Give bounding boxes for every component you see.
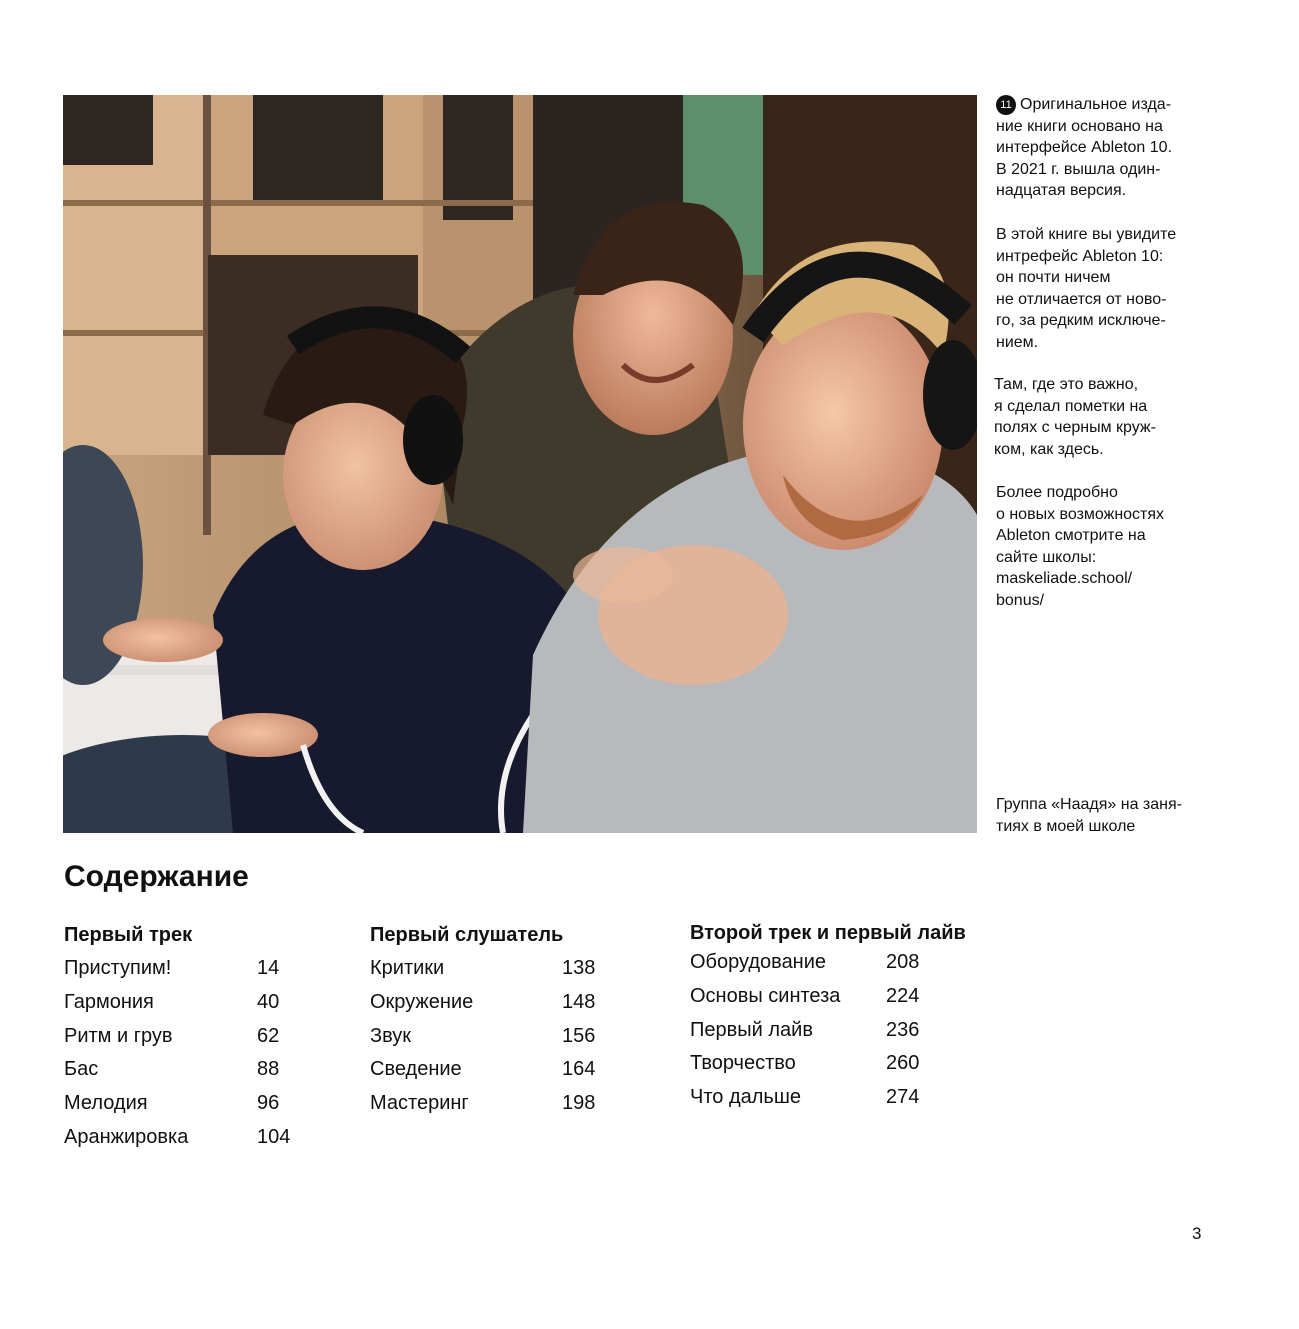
toc-entry-page: 96: [257, 1092, 280, 1115]
toc-section-heading: Первый слушатель: [370, 924, 564, 946]
toc-entry[interactable]: [370, 1053, 595, 1087]
toc-entry-title: Первый лайв: [690, 1018, 813, 1041]
toc-entry[interactable]: [370, 1020, 595, 1054]
sidenote-bonus: [996, 482, 1221, 611]
toc-entry-title: Что дальше: [690, 1086, 801, 1109]
toc-entry[interactable]: [64, 1020, 290, 1054]
toc-entry-title: Мастеринг: [370, 1092, 469, 1115]
toc-entry-title: Звук: [370, 1024, 412, 1047]
sidenote-bonus-text: Более подробно о новых возможностях Ableton смотрите на сайте школы: maskeliade.school/ bonus/: [996, 484, 1165, 609]
photo-caption-text: Группа «Наадя» на заня- тиях в моей школе: [996, 796, 1182, 835]
sidenote-marks: [994, 374, 1219, 460]
toc-entry-page: 88: [257, 1058, 280, 1081]
toc-entry-title: Мелодия: [64, 1092, 148, 1115]
toc-entry[interactable]: [690, 1047, 966, 1081]
toc-entry[interactable]: [64, 1053, 290, 1087]
toc-entry-page: 164: [562, 1058, 596, 1081]
toc-section-first-listener: [370, 918, 595, 1121]
toc-entry-page: 40: [257, 990, 280, 1013]
toc-entry-title: Бас: [64, 1058, 99, 1081]
toc-entry-title: Аранжировка: [64, 1125, 189, 1148]
toc-entry-title: Ритм и грув: [64, 1024, 173, 1047]
toc-entry-page: 260: [886, 1052, 920, 1075]
toc-entry[interactable]: [64, 952, 290, 986]
toc-entry-page: 62: [257, 1024, 280, 1047]
toc-entry-page: 156: [562, 1024, 596, 1047]
toc-entry-title: Основы синтеза: [690, 984, 841, 1007]
toc-entry-page: 14: [257, 957, 280, 979]
toc-entry[interactable]: [64, 1121, 290, 1155]
sidenote-version-text: Оригинальное изда- ние книги основано на интерфейсе Ableton 10. В 2021 г. вышла один- надцатая версия.: [996, 96, 1173, 199]
toc-entry[interactable]: [370, 986, 595, 1020]
photo-students-at-computer: [63, 95, 977, 833]
toc-entry-page: 104: [257, 1125, 291, 1148]
toc-entry-page: 138: [562, 957, 596, 979]
toc-section-second-track-live: [690, 916, 966, 1115]
toc-entry[interactable]: [64, 1087, 290, 1121]
photo-caption: [996, 794, 1221, 837]
toc-entry[interactable]: [690, 1014, 966, 1048]
toc-section-heading: Первый трек: [64, 924, 193, 946]
sidenote-interface-text: В этой книге вы увидите интрефейс Ableton 10: он почти ничем не отличается от ново- го, за редким исключе- нием.: [996, 226, 1177, 351]
toc-entry-title: Творчество: [690, 1052, 796, 1075]
toc-entry[interactable]: [64, 986, 290, 1020]
toc-entry[interactable]: [370, 952, 595, 986]
note-number-badge: 11: [996, 95, 1016, 115]
toc-entry-page: 198: [562, 1092, 596, 1115]
toc-entry-page: 208: [886, 951, 920, 973]
sidenote-interface: [996, 224, 1221, 353]
sidenote-marks-text: Там, где это важно, я сделал пометки на полях с черным круж- ком, как здесь.: [994, 376, 1156, 458]
toc-entry-page: 274: [886, 1086, 920, 1109]
toc-entry-title: Сведение: [370, 1058, 462, 1081]
toc-section-heading: Второй трек и первый лайв: [690, 922, 966, 944]
page-number: 3: [1192, 1224, 1202, 1243]
toc-entry-title: Приступим!: [64, 957, 172, 979]
toc-section-first-track: [64, 918, 290, 1155]
toc-title: Содержание: [64, 860, 249, 893]
toc-entry-title: Окружение: [370, 990, 474, 1013]
toc-entry-page: 224: [886, 984, 920, 1007]
toc-entry-title: Оборудование: [690, 951, 827, 973]
toc-entry-page: 236: [886, 1018, 920, 1041]
toc-entry-page: 148: [562, 990, 596, 1013]
toc-entry[interactable]: [690, 946, 966, 980]
toc-entry[interactable]: [690, 1081, 966, 1115]
toc-entry[interactable]: [370, 1087, 595, 1121]
toc-entry[interactable]: [690, 980, 966, 1014]
toc-entry-title: Критики: [370, 957, 445, 979]
toc-entry-title: Гармония: [64, 990, 154, 1013]
sidenote-version: [996, 94, 1221, 202]
